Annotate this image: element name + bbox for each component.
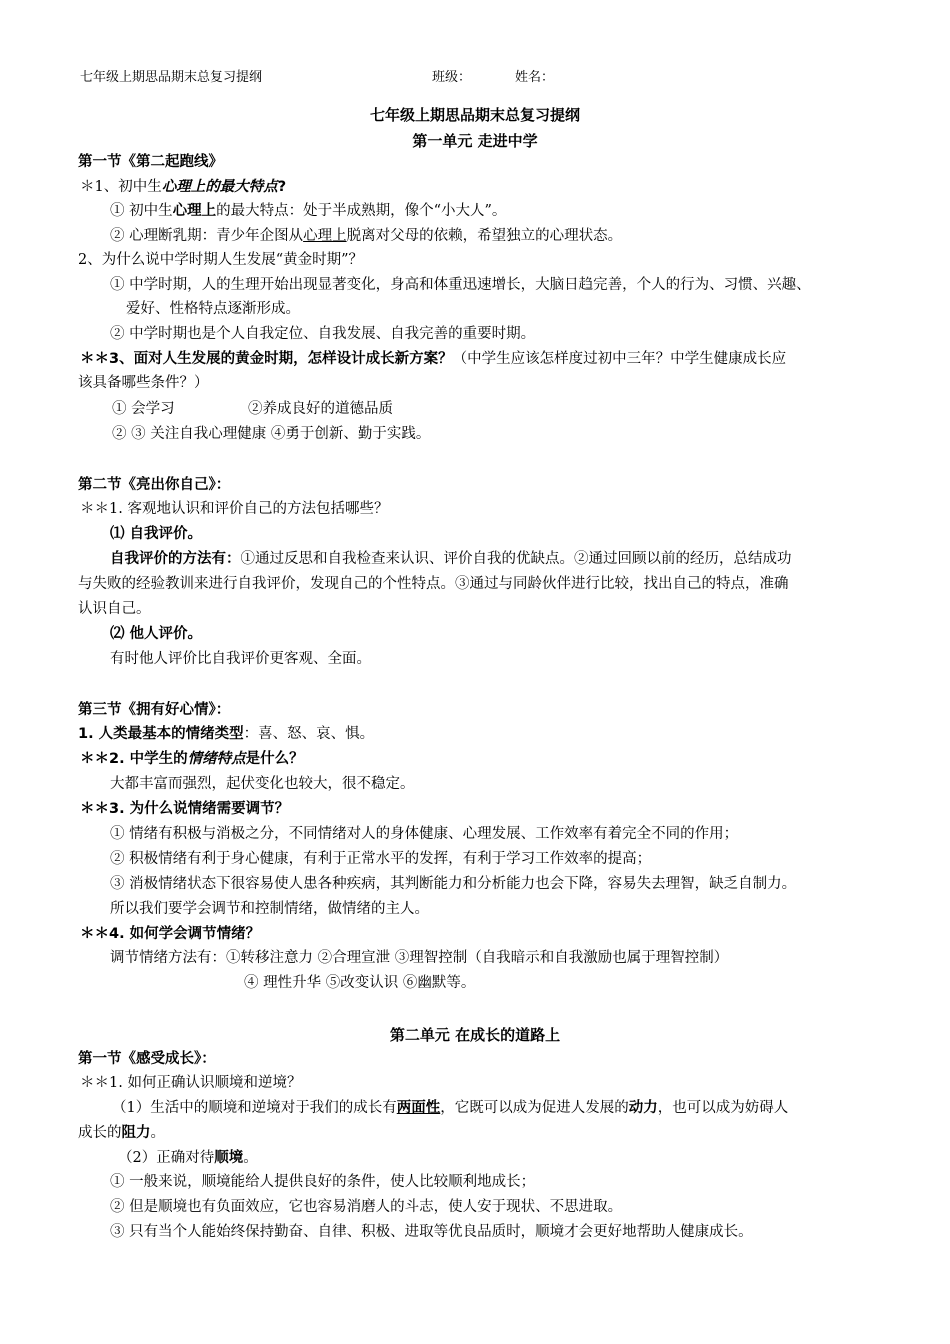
paragraph: 自我评价的方法有：①通过反思和自我检查来认识、评价自我的优缺点。②通过回顾以前的经历，总结成功	[110, 551, 792, 567]
answer: ③ 消极情绪状态下很容易使人患各种疾病，其判断能力和分析能力也会下降，容易失去理智，缺乏自制力。	[110, 876, 797, 892]
answer: ① 中学时期，人的生理开始出现显著变化，身高和体重迅速增长，大脑日趋完善，个人的行为、习惯、兴趣、	[110, 277, 811, 293]
doc-title: 七年级上期思品期末总复习提纲	[369, 106, 580, 124]
answer: ③ 只有当个人能始终保持勤奋、自律、积极、进取等优良品质时，顺境才会更好地帮助人健康成长。	[110, 1224, 753, 1240]
answer: ② 积极情绪有利于身心健康，有利于正常水平的发挥，有利于学习工作效率的提高；	[110, 851, 652, 867]
subheading: ⑵ 他人评价。	[110, 626, 203, 642]
header-name-label: 姓名：	[515, 70, 555, 85]
section-heading: 第一节《第二起跑线》	[78, 154, 223, 170]
answer: ② 但是顺境也有负面效应，它也容易消磨人的斗志，使人安于现状、不思进取。	[110, 1199, 623, 1215]
answer: ① 会学习	[112, 401, 175, 417]
section-heading: 第三节《拥有好心情》：	[78, 702, 231, 718]
answer: ① 初中生心理上的最大特点：处于半成熟期，像个“小大人”。	[110, 203, 507, 219]
subheading: ⑴ 自我评价。	[110, 526, 203, 542]
question: ＊＊2. 中学生的情绪特点是什么？	[80, 751, 304, 767]
question: ＊＊3、面对人生发展的黄金时期，怎样设计成长新方案？（中学生应该怎样度过初中三年？中学生健康成长应	[80, 351, 787, 367]
answer: ④ 理性升华 ⑤改变认识 ⑥幽默等。	[244, 975, 476, 991]
unit2-title: 第二单元 在成长的道路上	[389, 1026, 561, 1044]
section-heading: 第一节《感受成长》：	[78, 1051, 216, 1067]
paragraph: 有时他人评价比自我评价更客观、全面。	[110, 651, 371, 667]
question: 该具备哪些条件？）	[78, 375, 209, 391]
answer: ②养成良好的道德品质	[248, 401, 393, 417]
answer: 大都丰富而强烈，起伏变化也较大，很不稳定。	[110, 776, 415, 792]
question: 1. 人类最基本的情绪类型：喜、怒、哀、惧。	[78, 726, 375, 742]
unit1-title: 第一单元 走进中学	[412, 132, 538, 150]
answer: ② 心理断乳期：青少年企图从心理上脱离对父母的依赖，希望独立的心理状态。	[110, 228, 623, 244]
answer: ① 情绪有积极与消极之分，不同情绪对人的身体健康、心理发展、工作效率有着完全不同的作用；	[110, 826, 739, 842]
answer: ② 中学时期也是个人自我定位、自我发展、自我完善的重要时期。	[110, 326, 536, 342]
question: 2、为什么说中学时期人生发展“黄金时期”？	[78, 252, 364, 268]
header-doc-name: 七年级上期思品期末总复习提纲	[80, 70, 263, 85]
question: ＊＊3. 为什么说情绪需要调节？	[80, 801, 290, 817]
paragraph: （1）生活中的顺境和逆境对于我们的成长有两面性，它既可以成为促进人发展的动力，也可以成为妨碍人	[112, 1100, 789, 1116]
question: ＊＊1. 如何正确认识顺境和逆境？	[80, 1075, 302, 1091]
answer: 爱好、性格特点逐渐形成。	[126, 301, 300, 317]
answer: 调节情绪方法有：①转移注意力 ②合理宣泄 ③理智控制（自我暗示和自我激励也属于理智控制）	[110, 950, 729, 966]
question: ＊1、初中生心理上的最大特点?	[80, 179, 287, 195]
question: ＊＊1. 客观地认识和评价自己的方法包括哪些？	[80, 501, 389, 517]
answer: ② ③ 关注自我心理健康 ④勇于创新、勤于实践。	[112, 426, 431, 442]
question: ＊＊4. 如何学会调节情绪？	[80, 926, 261, 942]
answer: ① 一般来说，顺境能给人提供良好的条件，使人比较顺利地成长；	[110, 1174, 536, 1190]
header-class-label: 班级：	[432, 70, 472, 85]
section-heading: 第二节《亮出你自己》：	[78, 477, 231, 493]
paragraph: （2）正确对待顺境。	[118, 1150, 258, 1166]
paragraph: 与失败的经验教训来进行自我评价，发现自己的个性特点。③通过与同龄伙伴进行比较，找出自己的特点，准确	[78, 576, 789, 592]
paragraph: 成长的阻力。	[78, 1125, 165, 1141]
paragraph: 认识自己。	[78, 601, 151, 617]
answer: 所以我们要学会调节和控制情绪，做情绪的主人。	[110, 901, 429, 917]
